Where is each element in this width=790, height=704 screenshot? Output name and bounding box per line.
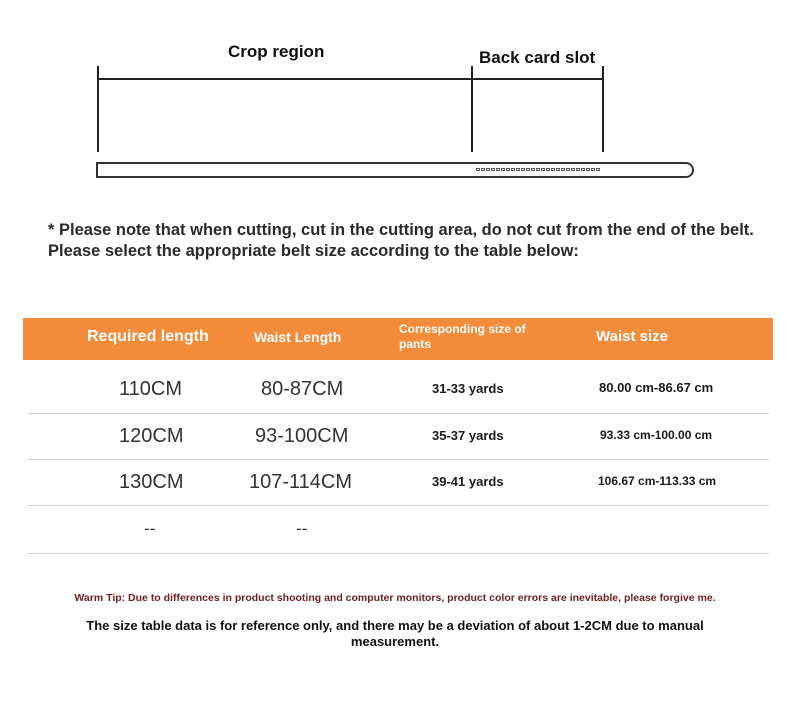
- header-waist-length: Waist Length: [254, 329, 342, 345]
- belt-hole: [481, 168, 485, 171]
- belt-hole: [486, 168, 490, 171]
- belt-hole: [516, 168, 520, 171]
- slot-right-marker: [602, 66, 604, 152]
- belt-hole: [526, 168, 530, 171]
- size-table-header: [23, 318, 773, 360]
- cell-waist-length: 80-87CM: [261, 378, 344, 400]
- cutting-note: * Please note that when cutting, cut in the cutting area, do not cut from the end of the belt. Please select the appropriate belt size according to the table below:: [48, 221, 754, 260]
- table-row: [28, 505, 769, 554]
- cell-waist-length: 107-114CM: [249, 471, 353, 493]
- cell-waist-size: 106.67 cm-113.33 cm: [598, 474, 717, 488]
- crop-region-label: Crop region: [228, 42, 325, 61]
- belt-hole: [491, 168, 495, 171]
- belt-hole: [511, 168, 515, 171]
- belt-hole: [546, 168, 550, 171]
- header-pants-size: Corresponding size of pants: [399, 322, 526, 351]
- reference-note: The size table data is for reference only, and there may be a deviation of about 1-2CM due to manual measurement.: [86, 618, 704, 649]
- belt-hole: [576, 168, 580, 171]
- cell-required-length: 120CM: [119, 425, 184, 447]
- belt-hole: [586, 168, 590, 171]
- belt-hole: [596, 168, 600, 171]
- header-waist-size: Waist size: [596, 328, 668, 345]
- belt-strap: [96, 162, 694, 178]
- cell-required-length: 130CM: [119, 471, 184, 493]
- cell-waist-size: 80.00 cm-86.67 cm: [599, 380, 714, 395]
- belt-hole: [531, 168, 535, 171]
- belt-hole: [506, 168, 510, 171]
- table-row: [28, 459, 769, 506]
- cell-pants-size: 35-37 yards: [432, 428, 504, 443]
- cell-waist-size: 93.33 cm-100.00 cm: [600, 428, 713, 442]
- belt-hole: [581, 168, 585, 171]
- belt-diagram: [0, 0, 790, 200]
- belt-hole: [496, 168, 500, 171]
- belt-hole: [536, 168, 540, 171]
- cell-waist-length: --: [296, 519, 308, 538]
- table-row: [28, 413, 769, 460]
- table-row: [28, 366, 769, 414]
- cell-required-length: --: [144, 519, 156, 538]
- cell-waist-length: 93-100CM: [255, 425, 349, 447]
- belt-hole: [521, 168, 525, 171]
- belt-hole: [566, 168, 570, 171]
- cell-pants-size: 39-41 yards: [432, 474, 504, 489]
- belt-hole: [571, 168, 575, 171]
- belt-hole: [561, 168, 565, 171]
- back-card-slot-label: Back card slot: [479, 48, 596, 67]
- cell-required-length: 110CM: [119, 378, 182, 400]
- belt-hole: [501, 168, 505, 171]
- belt-hole: [591, 168, 595, 171]
- header-required-length: Required length: [87, 328, 209, 345]
- belt-hole: [551, 168, 555, 171]
- cell-pants-size: 31-33 yards: [432, 381, 504, 396]
- belt-hole: [556, 168, 560, 171]
- crop-span-line: [97, 78, 472, 80]
- slot-span-line: [471, 78, 604, 80]
- warm-tip: Warm Tip: Due to differences in product shooting and computer monitors, product color errors are inevitable, please forgive me.: [74, 592, 716, 604]
- belt-hole: [476, 168, 480, 171]
- belt-hole: [541, 168, 545, 171]
- belt-holes: [476, 168, 600, 171]
